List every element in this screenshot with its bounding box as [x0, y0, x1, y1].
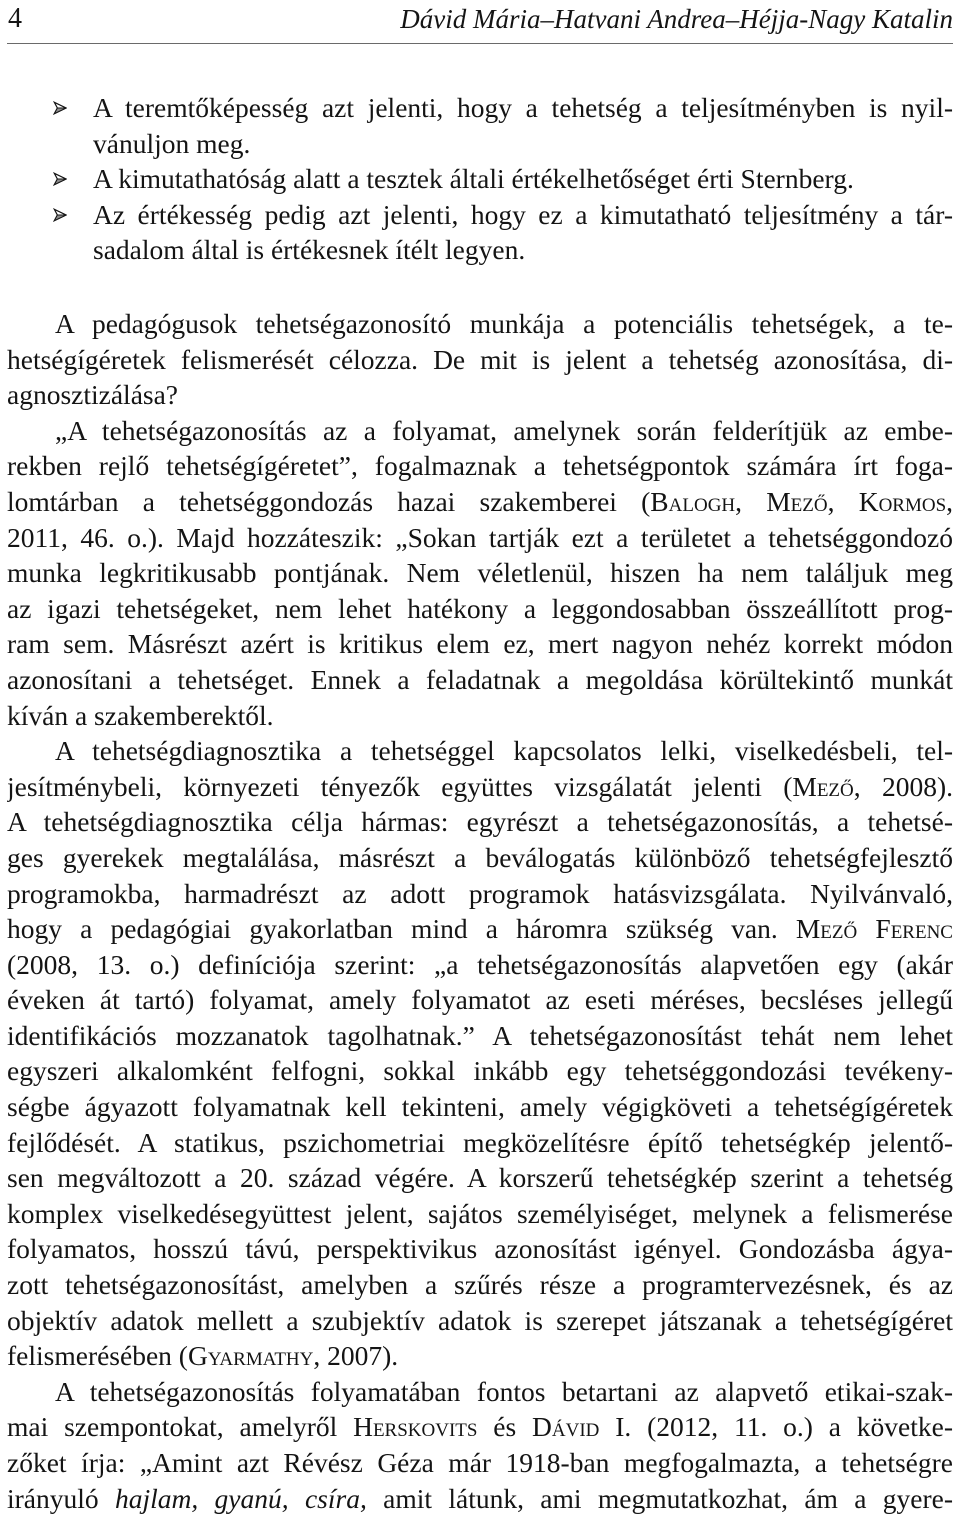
- text-line: [93, 197, 953, 233]
- text-line: [7, 448, 953, 484]
- text-line: [7, 982, 953, 1018]
- text-line: [7, 911, 953, 947]
- text-segment: fejlődését. A statikus, pszichometriai megközelítésre építő tehetségkép jelentő-: [7, 1126, 953, 1158]
- text-line: [7, 804, 953, 840]
- text-segment: egyszeri alkalomként felfogni, sokkal inkább egy tehetséggondozási tevékeny-: [7, 1055, 953, 1087]
- text-segment: agnosztizálása?: [7, 379, 179, 411]
- author-name-small-caps: Herskovits: [353, 1411, 478, 1443]
- text-segment: (2008, 13. o.) definíciója szerint: „a tehetségazonosítás alapvetően egy (akár: [7, 948, 953, 980]
- text-segment: éveken át tartó) folyamat, amely folyamatot az eseti méréses, becsléses jellegű: [7, 984, 953, 1016]
- text-segment: irányuló: [7, 1482, 115, 1514]
- text-line: [7, 377, 953, 413]
- text-line: [7, 1303, 953, 1339]
- text-segment: hetségígéretek felismerését célozza. De mit is jelent a tehetség azonosítása, di-: [7, 343, 953, 375]
- header-rule: [7, 43, 953, 44]
- text-segment: lomtárban a tehetséggondozás hazai szakemberei (: [7, 485, 651, 517]
- author-name-small-caps: Balogh: [650, 485, 736, 517]
- text-line: [7, 484, 953, 520]
- text-segment: , 2008).: [853, 770, 953, 802]
- text-line: [7, 1196, 953, 1232]
- text-segment: amit látunk, ami megmutatkozhat, ám a gyere-: [366, 1482, 953, 1514]
- text-line: [7, 840, 953, 876]
- text-line: [7, 1445, 953, 1481]
- text-segment: „A tehetségazonosítás az a folyamat, amelynek során felderítjük az embe-: [55, 414, 953, 446]
- text-line: [7, 1089, 953, 1125]
- text-line: [7, 342, 953, 378]
- text-segment: munka legkritikusabb pontjának. Nem véletlenül, hiszen ha nem találjuk meg: [7, 557, 953, 589]
- text-segment: A tehetségdiagnosztika a tehetséggel kapcsolatos lelki, viselkedésbeli, tel-: [55, 735, 953, 767]
- text-line: [7, 520, 953, 556]
- text-line: [7, 1267, 953, 1303]
- text-segment: programokba, harmadrészt az adott programok hatásvizsgálata. Nyilvánvaló,: [7, 877, 953, 909]
- text-segment: A tehetségdiagnosztika célja hármas: egyrészt a tehetségazonosítás, a tehetsé-: [7, 806, 953, 838]
- text-segment: A tehetségazonosítás folyamatában fontos betartani az alapvető etikai-szak-: [55, 1375, 953, 1407]
- text-line: [7, 947, 953, 983]
- text-segment: mai szempontokat, amelyről: [7, 1411, 354, 1443]
- running-head: Dávid Mária–Hatvani Andrea–Héjja-Nagy Katalin: [400, 4, 953, 34]
- text-line: [7, 626, 953, 662]
- text-line: [7, 555, 953, 591]
- bullet-item: [7, 90, 953, 161]
- text-segment: ,: [827, 485, 859, 517]
- text-line: [7, 1231, 953, 1267]
- text-segment: A pedagógusok tehetségazonosító munkája a potenciális tehetségek, a te-: [55, 308, 953, 339]
- text-segment: komplex viselkedésegyüttest jelent, sajátos személyiséget, melynek a felismerése: [7, 1197, 953, 1229]
- author-name-small-caps: Gyarmathy: [187, 1340, 314, 1372]
- text-line: [7, 591, 953, 627]
- paragraph: [7, 413, 953, 733]
- text-segment: ram sem. Másrészt azért is kritikus elem ez, mert nagyon nehéz korrekt módon: [7, 628, 953, 660]
- text-segment: I. (2012, 11. o.) a követke-: [599, 1411, 953, 1443]
- text-segment: objektív adatok mellett a szubjektív adatok is szerepet játszanak a tehetségígéret: [7, 1304, 953, 1336]
- text-segment: ,: [946, 485, 953, 517]
- text-segment: 2011, 46. o.). Majd hozzáteszik: „Sokan tartják ezt a területet a tehetséggondozó: [7, 521, 953, 553]
- text-line: [7, 1018, 953, 1054]
- bullet-item: [7, 161, 953, 197]
- author-name-small-caps: Mező: [792, 770, 854, 802]
- text-line: [7, 1481, 953, 1517]
- text-segment: Az értékesség pedig azt jelenti, hogy ez a kimutatható teljesítmény a tár-: [93, 198, 953, 230]
- text-line: [7, 1160, 953, 1196]
- text-line: [93, 232, 953, 268]
- text-line: [7, 876, 953, 912]
- text-line: [93, 161, 953, 197]
- body-text: [7, 306, 953, 1516]
- text-line: [7, 1053, 953, 1089]
- text-line: [7, 306, 953, 342]
- text-line: [93, 126, 953, 162]
- text-segment: hogy a pedagógiai gyakorlatban mind a háromra szükség van.: [7, 913, 796, 945]
- text-line: [93, 90, 953, 126]
- text-segment: azonosítani a tehetséget. Ennek a feladatnak a megoldása körültekintő munkát: [7, 663, 953, 695]
- text-segment: A teremtőképesség azt jelenti, hogy a tehetség a teljesítményben is nyil-: [93, 92, 953, 123]
- text-line: [7, 698, 953, 734]
- text-line: [7, 1409, 953, 1445]
- author-name-small-caps: Mező: [766, 485, 828, 517]
- arrowhead-bullet-icon: [53, 208, 67, 222]
- text-segment: rekben rejlő tehetségígéretet”, fogalmaznak a tehetségpontok számára írt foga-: [7, 450, 953, 482]
- text-segment: , 2007).: [313, 1340, 399, 1372]
- text-line: [7, 733, 953, 769]
- page-number: 4: [8, 3, 22, 34]
- text-segment: ,: [735, 485, 767, 517]
- text-segment: folyamatos, hosszú távú, perspektivikus azonosítást igényel. Gondozásba ágya-: [7, 1233, 953, 1265]
- text-segment: jesítménybeli, környezeti tényezők együttes vizsgálatát jelenti (: [7, 770, 793, 802]
- text-segment: zott tehetségazonosítást, amelyben a szűrés része a programtervezésnek, és az: [7, 1269, 953, 1301]
- text-segment: kíván a szakemberektől.: [7, 699, 274, 731]
- author-name-small-caps: Mező Ferenc: [795, 913, 953, 945]
- text-segment: sadalom által is értékesnek ítélt legyen.: [93, 234, 526, 266]
- text-segment: és: [477, 1411, 533, 1443]
- text-line: [7, 1374, 953, 1410]
- text-line: [7, 1125, 953, 1161]
- author-name-small-caps: Kormos: [858, 485, 947, 517]
- text-segment: ges gyerekek megtalálása, másrészt a beválogatás különböző tehetségfejlesztő: [7, 841, 953, 873]
- emphasis-text: hajlam, gyanú, csíra,: [114, 1482, 367, 1514]
- text-segment: A kimutathatóság alatt a tesztek általi értékelhetőséget érti Sternberg.: [93, 163, 854, 195]
- bullet-list: [7, 90, 953, 268]
- text-line: [7, 413, 953, 449]
- text-segment: identifikációs mozzanatok tagolhatnak.” A tehetségazonosítást tehát nem lehet: [7, 1019, 953, 1051]
- text-segment: az igazi tehetségeket, nem lehet hatékony a leggondosabban összeállított prog-: [7, 592, 953, 624]
- author-name-small-caps: Dávid: [532, 1411, 600, 1443]
- page-header: [7, 0, 953, 38]
- text-line: [7, 662, 953, 698]
- paragraph: [7, 733, 953, 1374]
- text-segment: zőket írja: „Amint azt Révész Géza már 1918-ban megfogalmazta, a tehetségre: [7, 1447, 953, 1478]
- paragraph: [7, 1374, 953, 1516]
- arrowhead-bullet-icon: [53, 172, 67, 186]
- text-segment: sen megváltozott a 20. század végére. A korszerű tehetségkép szerint a tehetség: [7, 1162, 953, 1194]
- text-line: [7, 1338, 953, 1374]
- text-line: [7, 769, 953, 805]
- paragraph: [7, 306, 953, 413]
- text-segment: vánuljon meg.: [93, 127, 251, 159]
- text-segment: ségbe ágyazott folyamatnak kell tekinteni, amely végigköveti a tehetségígéretek: [7, 1091, 953, 1123]
- bullet-item: [7, 197, 953, 268]
- arrowhead-bullet-icon: [53, 101, 67, 115]
- text-segment: felismerésében (: [7, 1340, 188, 1372]
